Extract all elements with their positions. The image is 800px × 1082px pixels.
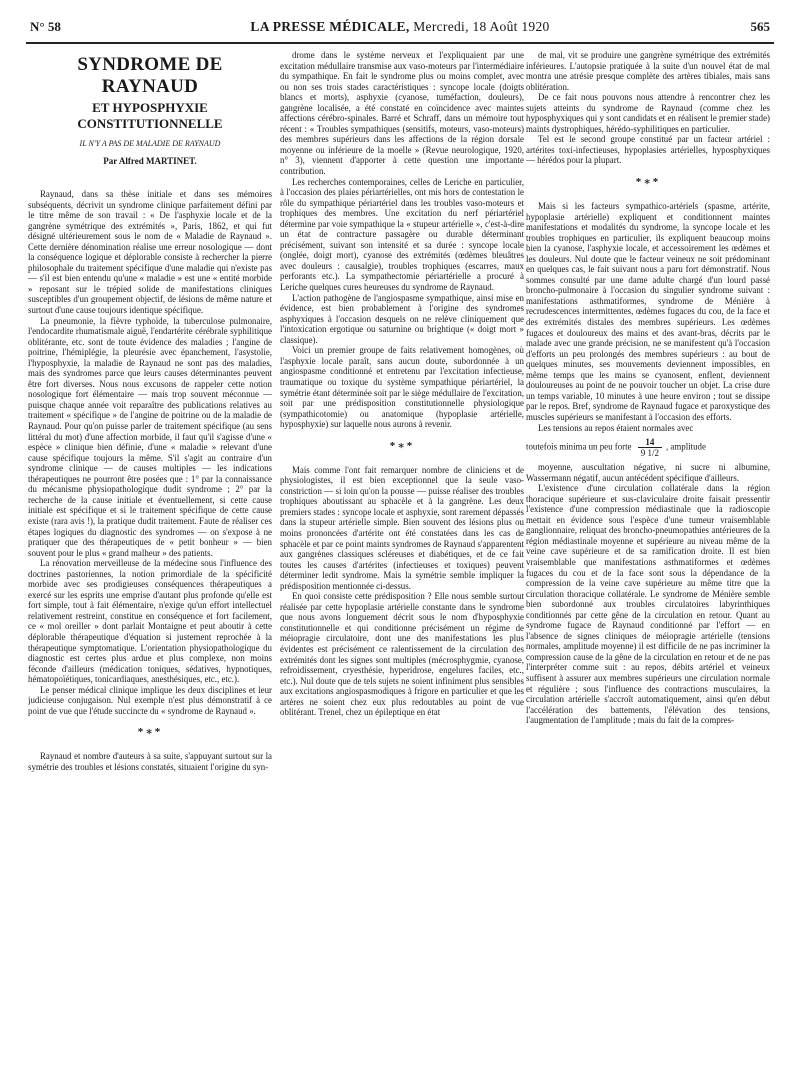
fraction-denominator: 9 1/2 xyxy=(640,448,659,459)
page-number: 565 xyxy=(750,19,770,34)
paragraph: L'existence d'une circulation collatérale dans la région thoracique supérieure et sus-claviculaire droite faisait pressentir l'existence d'une compression médiastinale que la radioscopie mettait en évidence sous l'espèce d'une tumeur vraisemblable ganglionnaire, reliquat des broncho-pneumopathies antérieures de la région médiastinale moyenne et supérieure au niveau même de la veine cave supérieure et de sa ramification droite. Il est bien vraisemblable que manifestations asthmatiformes et œdèmes fugaces du cou et de la face sont sous la dépendance de la compression de la veine cave supérieure au même titre que la circulation thoracique collatérale. Le syndrome de Ménière semble bien subordonné aux troubles circulatoires labyrinthiques conditionnés par cette gêne de la circulation en retour. Quant au syndrome fugace de Raynaud conditionné par l'effort — en l'absence de signes cliniques de méiopragie artérielle (tensions normales, amplitude moyenne) il est difficile de ne pas incriminer la compression cause de la gêne de la circulation en retour et de ne pas l'interpréter comme suit : au repos, débits artériel et veineux suffisent à assurer aux membres supérieurs une circulation normale et régulière ; sous l'influence des contractions musculaires, la circulation artérielle s'accroît automatiquement, ainsi qu'en début l'accélération des battements, l'élévation des tensions, l'augmentation de l'amplitude ; mais du fait de la compres- xyxy=(526,483,770,726)
paragraph: moyenne, auscultation négative, ni sucre ni albumine, Wassermann négatif, aucun antécédent spécifique d'ailleurs. xyxy=(526,462,770,483)
col3-mid-paragraphs xyxy=(526,201,770,433)
article-byline: Par Alfred MARTINET. xyxy=(103,156,197,166)
paragraph: Mais comme l'ont fait remarquer nombre de cliniciens et de physiologistes, il est bien exceptionnel que la seule vaso-constriction — si loin qu'on la pousse — puisse réaliser des troubles trophiques aboutissant au sphacèle et à la gangrène. Les deux premiers stades : syncope locale et asphyxie, sont rarement dépassés dans la stupeur artérielle simple. Bien souvent des lésions plus ou moins prononcées d'artérite ont été constatées dans les cas de sphacèle et par ce point maints syndromes de Raynaud s'apparentent aux gangrènes classiques scléreuses et diabétiques, et de ce fait toutes les causes d'artérites (infectieuses et toxiques) peuvent déterminer ledit syndrome. Mais la symétrie semble impliquer la prédisposition mentionnée ci-dessus. xyxy=(280,464,524,591)
journal-line xyxy=(26,19,774,35)
section-separator: *∗* xyxy=(635,176,661,189)
col3-paragraphs xyxy=(526,50,770,166)
paragraph: Mais si les facteurs sympathico-artériels (spasme, artérite, hypoplasie artérielle) expliquent et conditionnent maintes manifestations et modalités du syndrome, la syncope locale et les troubles trophiques en particulier, ils expliquent beaucoup moins bien la cyanose, l'asphyxie locale, et accessoirement les œdèmes et les douleurs. Nul doute que le facteur veineux ne soit prédominant en quelques cas, le fait suivant nous a paru fort démonstratif. Nous sommes consulté par une dame adulte chargé d'un lourd passé broncho-pulmonaire à l'occasion du singulier syndrome suivant : manifestations asthmatiformes, syndrome de Ménière à recrudescences intermittentes, œdèmes fugaces du cou, de la face et des extrémités distales des membres supérieurs. Les œdèmes fugaces et douloureux des mains et des avant-bras, décrits par le malade avec une grande précision, ne se manifestent qu'à l'occasion d'efforts un peu prolongés des membres supérieurs : au bout de quelques minutes, ses mouvements deviennent impossibles, en même temps que les mains se cyanosent, enflent, deviennent douloureuses au point de ne pouvoir toucher un objet. La crise dure un temps variable, 10 minutes à une heure environ ; tout se dissipe par le repos. Bref, syndrome de Raynaud fugace et paroxystique des muscles supérieurs se manifestant à l'occasion des efforts. xyxy=(526,201,770,422)
section-separator: *∗* xyxy=(389,439,415,452)
paragraph: de mal, vit se produire une gangrène symétrique des extrémités inférieures. L'autopsie pratiquée à la suite d'un nouvel état de mal montra une atrésie presque complète des artères tibiales, mais sans oblitération. xyxy=(526,50,770,92)
paragraph: Raynaud et nombre d'auteurs à sa suite, s'appuyant surtout sur la symétrie des troubles et lésions constatés, situaient l'origine du syn- xyxy=(28,751,272,772)
article-title-secondary: ET HYPOSPHYXIE CONSTITUTIONNELLE xyxy=(77,100,223,131)
paragraph: Tel est le second groupe constitué par un facteur artériel : artérites toxi-infectieuses, hypoplasies artérielles, hyposphyxiques — hérédos pour la plupart. xyxy=(526,134,770,166)
paragraph: Voici un premier groupe de faits relativement homogènes, où l'asphyxie locale paraît, sans aucun doute, subordonnée à un angiospasme conditionné et entretenu par l'excitation infectieuse, traumatique ou toxique du système sympathique périartériel, la symétrie étant déterminée soit par le siège médullaire de l'excitation, soit par une prédisposition constitutionnelle physiologique (sympathicotomie) ou anatomique (hypoplasie artérielle, hyposphyxie) sur laquelle nous aurons à revenir. xyxy=(280,345,524,430)
formula-prefix: toutefois minima un peu forte xyxy=(526,441,632,452)
article-subtitle: IL N'Y A PAS DE MALADIE DE RAYNAUD xyxy=(79,139,221,148)
paragraph: drome dans le système nerveux et l'expliquaient par une excitation médullaire transmise aux vaso-moteurs par l'intermédiaire du sympathique. En fait le syndrome plus ou moins complet, avec ou non ses trois stades caractéristiques : syncope locale (doigts blancs et morts), asphyxie (cyanose, tuméfaction, douleurs), gangrène localisée, a été constaté en coïncidence avec maintes affections cérébro-spinales. Barré et Schraff, dans un mémoire tout récent : « Troubles sympathiques (sensitifs, moteurs, vaso-moteurs) des membres supérieurs dans les affections de la région dorsale moyenne ou inférieure de la moelle » (Revue neurologique, 1920, n° 3), viennent d'apporter à cette question une importante contribution. xyxy=(280,50,524,177)
col3-end-paragraphs xyxy=(526,462,770,726)
paragraph: Les tensions au repos étaient normales avec xyxy=(538,422,694,433)
issue-number: N° 58 xyxy=(30,19,61,34)
section-separator: *∗* xyxy=(137,726,163,739)
paragraph: La rénovation merveilleuse de la médecine sous l'influence des doctrines pastoriennes, la notion primordiale de la spécificité morbide avec ses prodigieuses conséquences thérapeutiques a exercé sur les esprits une emprise d'autant plus profonde qu'elle est fort simple, tout à fait élémentaire, n'exige qu'un effort intellectuel relativement restreint, constitue en conséquence et fort facilement, ce « mol oreiller » dont parlait Montaigne et peut aboutir à cette déplorable thérapeutique d'équation si justement reprochée à la thérapeutique symptomatique. L'orientation physiopathologique du diagnostic est certes plus ardue et plus complexe, non moins féconde d'ailleurs (médication toniques, sédatives, hypnotiques, hématopoïétiques, tonicardiaques, anesthésiques, etc., etc.). xyxy=(28,558,272,685)
tension-fraction xyxy=(638,437,662,458)
col1-after-paragraphs xyxy=(28,751,272,772)
journal-name: LA PRESSE MÉDICALE, xyxy=(250,19,410,34)
paragraph: La pneumonie, la fièvre typhoïde, la tuberculose pulmonaire, l'endocardite rhumatismale aiguë, l'endartérite cérébrale syphilitique oblitérante, etc. sont de toute évidence des maladies ; l'angine de poitrine, l'hémiplégie, la pleurésie avec épanchement, l'asystolie, l'hyposphyxie, la maladie de Raynaud ne sont pas des maladies, mais des syndromes parce que leurs causes déterminantes peuvent être fort diverses. Nous nous excusons de rappeler cette notion nosologique fort élémentaire — mais trop souvent méconnue — puisque chaque année voit reparaître des publications relatives au traitement « spécifique » de l'angine de poitrine ou de la maladie de Raynaud. Pour qu'on puisse parler de traitement spécifique (au sens littéral du mot) d'une affection morbide, il faut qu'il s'agisse d'une « espèce » clinique bien définie, d'une « maladie » relevant d'une cause spécifique toujours la même. S'il s'agit au contraire d'un syndrome clinique — de causes multiples — les indications thérapeutiques ne pourront être posées que : 1° par la connaissance du mécanisme physiopathologique dudit syndrome ; 2° par la recherche de la cause initiale et éventuellement, si cette cause initiale est spécifique et si le traitement spécifique de cette cause existe (rara avis !), la pratique dudit traitement. Faute de réaliser ces étapes logiques du diagnostic des syndromes — on s'expose à ne pratiquer que des thérapeutiques de « petit bonheur » — bien souvent pour le plus « grand malheur » des patients. xyxy=(28,315,272,558)
formula-suffix: , amplitude xyxy=(665,441,706,452)
paragraph: Le penser médical clinique implique les deux disciplines et leur judicieuse conjugaison. Nul exemple n'est plus démonstratif à ce point de vue que l'étude succincte du « syndrome de Raynaud ». xyxy=(28,684,272,716)
col2-paragraphs xyxy=(280,50,524,430)
paragraph: En quoi consiste cette prédisposition ? Elle nous semble surtout réalisée par cette hypoplasie artérielle constante dans le syndrome que nous avons longuement décrit sous le nom d'hyposphyxie constitutionnelle et qui conditionne précisément un régime de méiopragie circulatoire, dont une des manifestations les plus évidentes est précisément ce ralentissement de la circulation des extrémités dont les signes sont multiples (mécrosphygmie, cyanose, refroidissement, cryesthésie, hyperidrose, engelures faciles, etc., etc.). Nul doute que de tels sujets ne soient infiniment plus sensibles aux excitations angiospasmodiques à frigore en particulier et que les artères ne soient chez eux plus redoutables au point de vue oblitérant. Trenel, chez un épileptique en état xyxy=(280,591,524,718)
tension-formula-line xyxy=(526,437,770,458)
fraction-numerator: 14 xyxy=(638,437,662,448)
page-header xyxy=(26,14,774,44)
article-title: SYNDROME DE RAYNAUD xyxy=(77,54,223,97)
issue-date: Mercredi, 18 Août 1920 xyxy=(413,19,550,34)
column-2 xyxy=(280,50,524,1070)
paragraph: De ce fait nous pouvons nous attendre à rencontrer chez les sujets atteints du syndrome de Raynaud (comme chez les hyposphyxiques qui y sont candidats et en réalisent le premier stade) maints dystrophiques, hérédo-syphilitiques en particulier. xyxy=(526,92,770,134)
column-1 xyxy=(28,50,272,1070)
col1-paragraphs xyxy=(28,189,272,716)
column-3 xyxy=(526,50,770,1070)
paragraph: Les recherches contemporaines, celles de Leriche en particulier, à l'occasion des plaies périartérielles, ont mis hors de contestation le rôle du sympathique périartériel dans les troubles vaso-moteurs et trophiques des membres. Une excitation du nerf périartériel détermine par voie sympathique la « stupeur artérielle », c'est-à-dire un état de contracture passagère ou durable déterminant précisément, suivant son intensité et sa durée : syncope locale (onglée, doigt mort), cyanose des extrémités (œdèmes bleuâtres avec douleurs : causalgie), troubles trophiques (escarres, maux perforants etc.). La sympathectomie périartérielle a procuré à Leriche quelques cures heureuses du syndrome de Raynaud. xyxy=(280,176,524,293)
paragraph: L'action pathogène de l'angiospasme sympathique, ainsi mise en évidence, est bien probablement à l'origine des syndromes asphyxiques à l'occasion desquels on ne relève cliniquement que l'intoxication ergotique ou saturnine ou brightique (« doigt mort » classique). xyxy=(280,292,524,345)
paragraph: Raynaud, dans sa thèse initiale et dans ses mémoires subséquents, décrivit un syndrome clinique parfaitement défini par le titre même de son travail : « De l'asphyxie locale et de la gangrène symétrique des extrémités », Paris, 1862, et qui fut désigné ultérieurement sous le nom de « Maladie de Raynaud ». Cette dernière dénomination réalise une erreur nosologique — dont la conséquence logique et déplorable consiste à rechercher la pierre philosophale du traitement spécifique d'une maladie qui n'existe pas — s'il est bien entendu qu'une « maladie » est une « entité morbide » reposant sur le trépied solide de manifestations cliniques susceptibles d'un groupement objectif, de lésions de même nature et surtout d'une cause toujours identique spécifique. xyxy=(28,189,272,316)
col2-after-paragraphs xyxy=(280,465,524,718)
